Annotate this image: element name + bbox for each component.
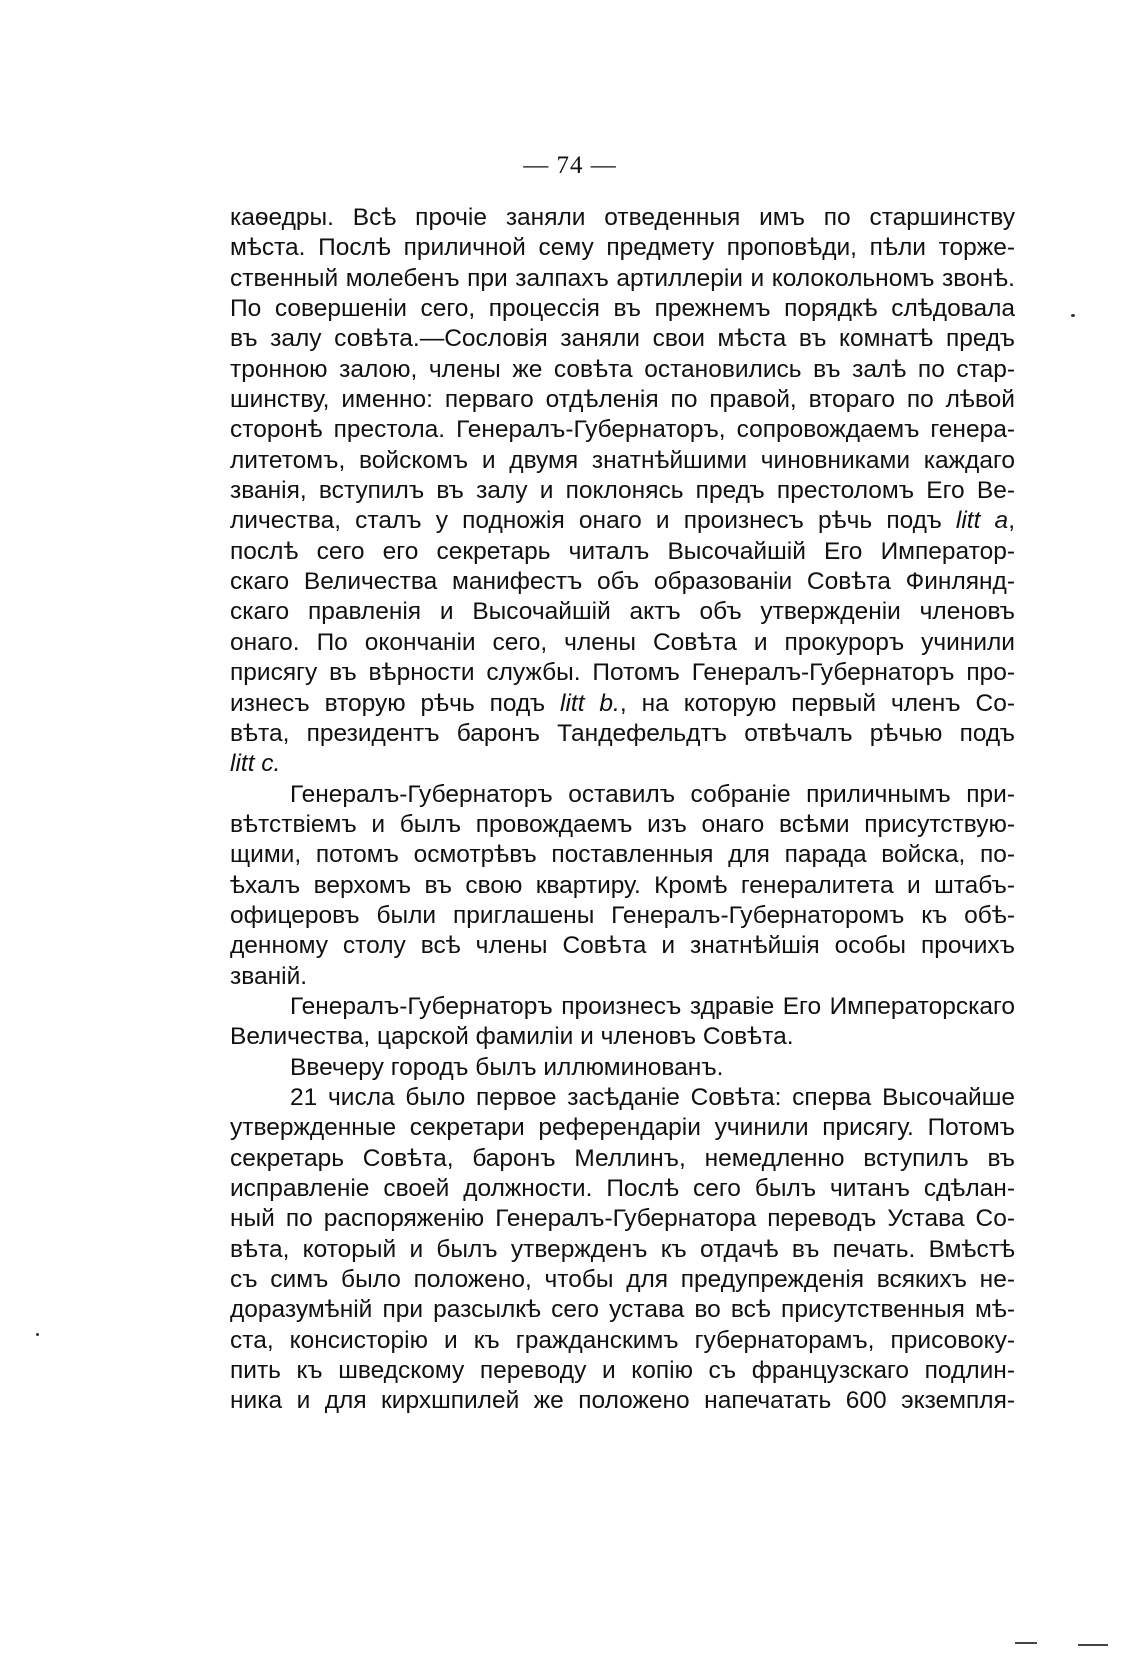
- text-line: съ симъ было положено, чтобы для предупрежденія всякихъ не-: [230, 1266, 1015, 1294]
- text-line: послѣ сего его секретарь читалъ Высочайшій Его Император-: [230, 537, 1015, 565]
- text-line: шинству, именно: перваго отдѣленія по правой, втораго по лѣвой: [230, 386, 1015, 414]
- text-line: вѣтствіемъ и былъ провождаемъ изъ онаго всѣми присутствую-: [230, 810, 1015, 838]
- page-number: — 74 —: [523, 152, 617, 179]
- text-line: По совершеніи сего, процессія въ прежнемъ порядкѣ слѣдовала: [230, 295, 1015, 323]
- paragraph-4: [230, 1053, 1015, 1083]
- body-text: [230, 203, 1015, 1417]
- text-line: щими, потомъ осмотрѣвъ поставленныя для парада войска, по-: [230, 841, 1015, 869]
- text-line: исправленіе своей должности. Послѣ сего былъ читанъ сдѣлан-: [230, 1175, 1015, 1202]
- paragraph-5: [230, 1083, 1015, 1417]
- text-line: званій.: [230, 962, 308, 990]
- scan-speck: [36, 1333, 39, 1336]
- text-line: онаго. По окончаніи сего, члены Совѣта и прокуроръ учинили: [230, 628, 1015, 656]
- text-line: скаго Величества манифестъ объ образованіи Совѣта Финлянд-: [230, 568, 1015, 596]
- text-line: ника и для кирхшпилей же положено напечатать 600 экземпля-: [230, 1387, 1015, 1415]
- text-line: 21 числа было первое засѣданіе Совѣта: сперва Высочайше: [290, 1083, 1015, 1111]
- text-line: утвержденные секретари референдаріи учинили присягу. Потомъ: [230, 1114, 1015, 1142]
- text-line: офицеровъ были приглашены Генералъ-Губернаторомъ къ обѣ-: [230, 901, 1015, 929]
- text-line: каѳедры. Всѣ прочіе заняли отведенныя имъ по старшинству: [230, 204, 1015, 231]
- text-line: Ввечеру городъ былъ иллюминованъ.: [290, 1053, 724, 1081]
- text-line: тронною залою, члены же совѣта остановились въ залѣ по стар-: [230, 355, 1015, 383]
- text-line: пить къ шведскому переводу и копію съ французскаго подлин-: [230, 1357, 1015, 1385]
- scan-speck: [1071, 314, 1075, 317]
- text-line: секретарь Совѣта, баронъ Меллинъ, немедленно вступилъ въ: [230, 1144, 1015, 1172]
- text-line: литетомъ, войскомъ и двумя знатнѣйшими чиновниками каждаго: [230, 446, 1015, 474]
- text-line: сторонѣ престола. Генералъ-Губернаторъ, сопровождаемъ генера-: [230, 416, 1015, 444]
- text-line: вѣта, президентъ баронъ Тандефельдтъ отвѣчалъ рѣчью подъ: [230, 719, 1015, 747]
- text-line: денному столу всѣ члены Совѣта и знатнѣйшія особы прочихъ: [230, 932, 1015, 960]
- text-line: званія, вступилъ въ залу и поклонясь предъ престоломъ Его Ве-: [230, 477, 1015, 505]
- text-line: ственный молебенъ при залпахъ артиллеріи и колокольномъ звонѣ.: [230, 264, 1015, 292]
- text-line: ѣхалъ верхомъ въ свою квартиру. Кромѣ генералитета и штабъ-: [230, 871, 1015, 899]
- scan-edge-mark: [1015, 1642, 1037, 1644]
- paragraph-3: [230, 992, 1015, 1053]
- text-line: присягу въ вѣрности службы. Потомъ Генералъ-Губернаторъ про-: [230, 659, 1015, 687]
- text-line: вѣта, который и былъ утвержденъ къ отдачѣ въ печать. Вмѣстѣ: [230, 1235, 1015, 1263]
- text-line: личества, сталъ у подножія онаго и произнесъ рѣчь подъ litt a,: [230, 507, 1015, 535]
- text-line: Генералъ-Губернаторъ произнесъ здравіе Его Императорскаго: [290, 992, 1015, 1020]
- text-line: Генералъ-Губернаторъ оставилъ собраніе приличнымъ при-: [290, 780, 1015, 808]
- paragraph-1: [230, 203, 1015, 780]
- text-line: въ залу совѣта.—Сословія заняли свои мѣста въ комнатѣ предъ: [230, 325, 1015, 353]
- text-line: мѣста. Послѣ приличной сему предмету проповѣди, пѣли торже-: [230, 234, 1015, 262]
- text-line: скаго правленія и Высочайшій актъ объ утвержденіи членовъ: [230, 598, 1015, 626]
- text-line: Величества, царской фамиліи и членовъ Совѣта.: [230, 1023, 794, 1051]
- text-line: ста, консисторію и къ гражданскимъ губернаторамъ, присовоку-: [230, 1326, 1015, 1354]
- paragraph-2: [230, 780, 1015, 992]
- text-line: изнесъ вторую рѣчь подъ litt b., на которую первый членъ Со-: [230, 689, 1015, 717]
- scan-edge-mark: [1078, 1644, 1108, 1646]
- text-line: ный по распоряженію Генералъ-Губернатора переводъ Устава Со-: [230, 1205, 1015, 1233]
- text-line: litt c.: [230, 750, 281, 778]
- text-line: доразумѣній при разсылкѣ сего устава во всѣ присутственныя мѣ-: [230, 1296, 1015, 1324]
